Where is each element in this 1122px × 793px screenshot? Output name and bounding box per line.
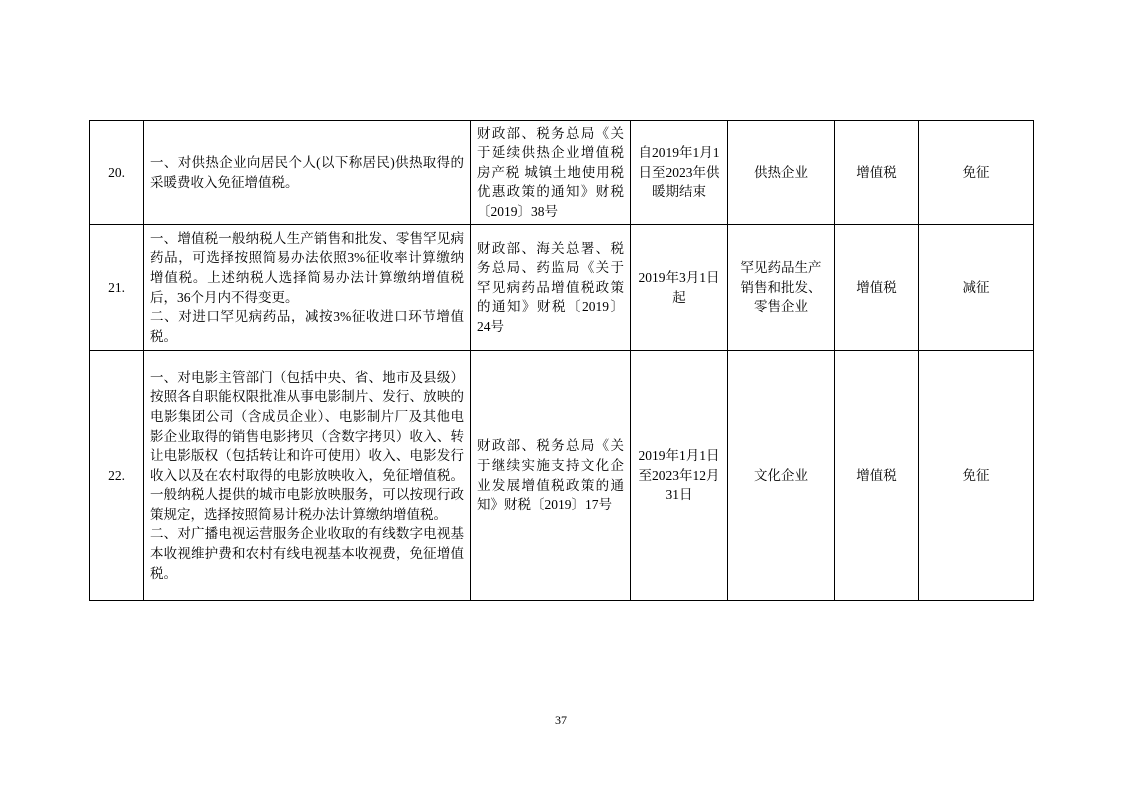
row-number: 22.: [90, 351, 144, 601]
policy-document: 财政部、海关总署、税务总局、药监局《关于罕见病药品增值税政策的通知》财税〔2019〕24号: [471, 225, 631, 351]
policy-content-paragraph: 二、对广播电视运营服务企业收取的有线数字电视基本收视维护费和农村有线电视基本收视费，免征增值税。: [150, 526, 464, 581]
relief-mode: 免征: [919, 121, 1034, 225]
row-number: 21.: [90, 225, 144, 351]
table-row: [90, 121, 1034, 225]
policy-content: [144, 225, 471, 351]
policy-content-paragraph: 一、增值税一般纳税人生产销售和批发、零售罕见病药品，可选择按照简易办法依照3%征收率计算缴纳增值税。上述纳税人选择简易办法计算缴纳增值税后，36个月内不得变更。: [150, 230, 464, 305]
policy-period: 2019年3月1日起: [631, 225, 728, 351]
policy-document: 财政部、税务总局《关于继续实施支持文化企业发展增值税政策的通知》财税〔2019〕17号: [471, 351, 631, 601]
page-number: 37: [555, 713, 567, 727]
tax-type: 增值税: [835, 351, 919, 601]
policy-period: 自2019年1月1日至2023年供暖期结束: [631, 121, 728, 225]
policy-period: 2019年1月1日至2023年12月31日: [631, 351, 728, 601]
policy-content-paragraph: 一、对电影主管部门（包括中央、省、地市及县级）按照各自职能权限批准从事电影制片、发行、放映的电影集团公司（含成员企业）、电影制片厂及其他电影企业取得的销售电影拷贝（含数字拷贝）收入、转让电影版权（包括转让和许可使用）收入、电影发行收入以及在农村取得的电影放映收入，免征增值税。一般纳税人提供的城市电影放映服务，可以按现行政策规定，选择按照简易计税办法计算缴纳增值税。: [150, 369, 464, 522]
policy-content: [144, 121, 471, 225]
table-row: [90, 351, 1034, 601]
policy-content-paragraph: 一、对供热企业向居民个人(以下称居民)供热取得的采暖费收入免征增值税。: [150, 154, 464, 190]
table-row: [90, 225, 1034, 351]
policy-target: 文化企业: [728, 351, 835, 601]
row-number: 20.: [90, 121, 144, 225]
tax-type: 增值税: [835, 121, 919, 225]
policy-content: [144, 351, 471, 601]
policy-document: 财政部、税务总局《关于延续供热企业增值税 房产税 城镇土地使用税优惠政策的通知》财税〔2019〕38号: [471, 121, 631, 225]
policy-target: 供热企业: [728, 121, 835, 225]
relief-mode: 减征: [919, 225, 1034, 351]
policy-target: 罕见药品生产销售和批发、零售企业: [728, 225, 835, 351]
relief-mode: 免征: [919, 351, 1034, 601]
tax-type: 增值税: [835, 225, 919, 351]
policy-table: [89, 120, 1034, 601]
policy-content-paragraph: 二、对进口罕见病药品，减按3%征收进口环节增值税。: [150, 309, 464, 344]
